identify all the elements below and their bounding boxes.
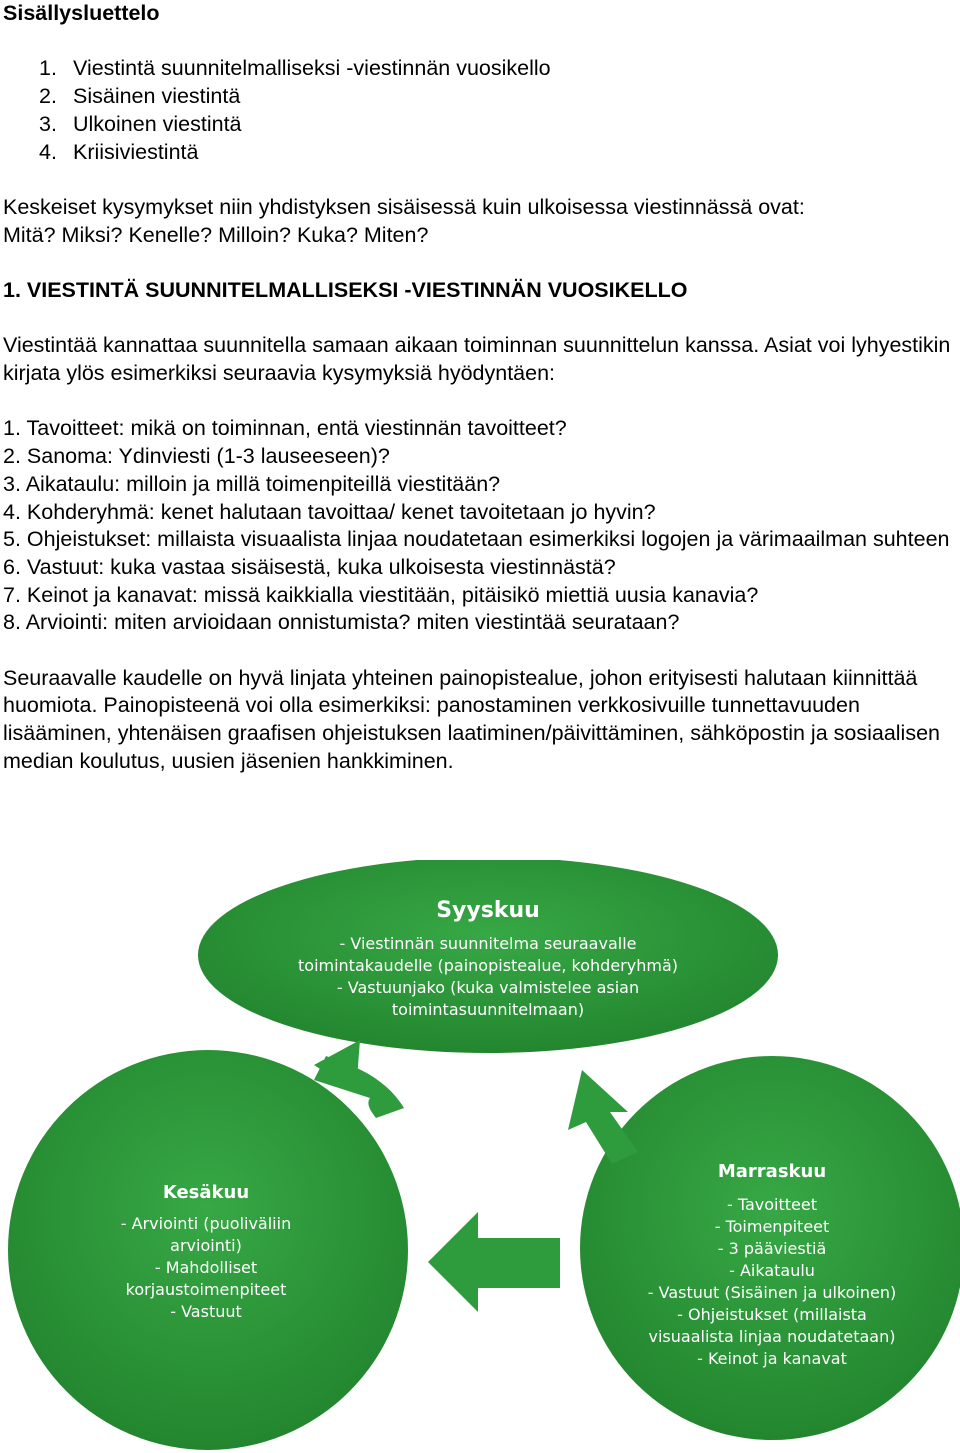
- question-item: 6. Vastuut: kuka vastaa sisäisestä, kuka ulkoisesta viestinnästä?: [3, 554, 616, 579]
- marraskuu-line: visuaalista linjaa noudatetaan): [648, 1327, 896, 1346]
- document-body: [3, 0, 954, 776]
- intro-line: Keskeiset kysymykset niin yhdistyksen sisäisessä kuin ulkoisessa viestinnässä ovat:: [3, 194, 805, 219]
- toc-item[interactable]: 4. Kriisiviestintä: [39, 139, 199, 164]
- kesakuu-line: - Arviointi (puoliväliin: [120, 1214, 292, 1233]
- question-item: 7. Keinot ja kanavat: missä kaikkialla viestitään, pitäisikö miettiä uusia kanavia?: [3, 582, 759, 607]
- arrow-up-icon: [568, 1070, 638, 1164]
- toc-item[interactable]: 3. Ulkoinen viestintä: [39, 111, 242, 136]
- toc-list: [3, 55, 954, 166]
- year-clock-diagram: [0, 860, 960, 1453]
- kesakuu-line: - Mahdolliset: [154, 1258, 258, 1277]
- marraskuu-line: - Toimenpiteet: [714, 1217, 830, 1236]
- closing-paragraph: Seuraavalle kaudelle on hyvä linjata yhteinen painopistealue, johon erityisesti halutaan kiinnittää huomiota. Painopisteenä voi olla esimerkiksi: panostaminen verkkosivuille tunnettavuuden lisääminen, yhtenäisen graafisen ohjeistuksen laatiminen/päivittäminen, sähköpostin ja sosiaalisen median koulutus, uusien jäsenien hankkiminen.: [3, 665, 940, 773]
- question-item: 8. Arviointi: miten arvioidaan onnistumista? miten viestintää seurataan?: [3, 610, 680, 635]
- syyskuu-title: Syyskuu: [436, 898, 540, 923]
- marraskuu-line: - 3 pääviestiä: [717, 1239, 827, 1258]
- marraskuu-line: - Aikataulu: [729, 1261, 815, 1280]
- arrow-left-icon: [428, 1212, 560, 1312]
- kesakuu-line: - Vastuut: [170, 1302, 242, 1321]
- syyskuu-line: toimintakaudelle (painopistealue, kohderyhmä): [298, 956, 678, 975]
- marraskuu-line: - Tavoitteet: [727, 1195, 817, 1214]
- intro-questions: Mitä? Miksi? Kenelle? Milloin? Kuka? Miten?: [3, 222, 429, 247]
- question-item: 5. Ohjeistukset: millaista visuaalista linjaa noudatetaan esimerkiksi logojen ja värimaailman suhteen: [3, 527, 950, 552]
- marraskuu-line: - Keinot ja kanavat: [697, 1349, 847, 1368]
- toc-item[interactable]: 2. Sisäinen viestintä: [39, 84, 241, 109]
- question-item: 1. Tavoitteet: mikä on toiminnan, entä viestinnän tavoitteet?: [3, 416, 567, 441]
- section-paragraph: Viestintää kannattaa suunnitella samaan aikaan toiminnan suunnittelun kanssa. Asiat voi lyhyestikin kirjata ylös esimerkiksi seuraavia kysymyksiä hyödyntäen:: [3, 333, 951, 386]
- section-heading: 1. VIESTINTÄ SUUNNITELMALLISEKSI -VIESTINNÄN VUOSIKELLO: [3, 277, 688, 302]
- kesakuu-line: arviointi): [170, 1236, 242, 1255]
- syyskuu-line: - Vastuunjako (kuka valmistelee asian: [336, 978, 640, 997]
- toc-item[interactable]: 1. Viestintä suunnitelmalliseksi -viestinnän vuosikello: [39, 56, 551, 81]
- marraskuu-line: - Vastuut (Sisäinen ja ulkoinen): [647, 1283, 897, 1302]
- marraskuu-line: - Ohjeistukset (millaista: [677, 1305, 867, 1324]
- question-item: 2. Sanoma: Ydinviesti (1-3 lauseeseen)?: [3, 444, 390, 469]
- syyskuu-line: toimintasuunnitelmaan): [391, 1000, 585, 1019]
- toc-title: Sisällysluettelo: [3, 1, 160, 25]
- question-item: 4. Kohderyhmä: kenet halutaan tavoittaa/ kenet tavoitetaan jo hyvin?: [3, 499, 656, 524]
- question-item: 3. Aikataulu: milloin ja millä toimenpiteillä viestitään?: [3, 471, 501, 496]
- syyskuu-line: - Viestinnän suunnitelma seuraavalle: [339, 934, 637, 953]
- marraskuu-title: Marraskuu: [717, 1161, 827, 1182]
- kesakuu-line: korjaustoimenpiteet: [125, 1280, 287, 1299]
- kesakuu-title: Kesäkuu: [162, 1182, 250, 1203]
